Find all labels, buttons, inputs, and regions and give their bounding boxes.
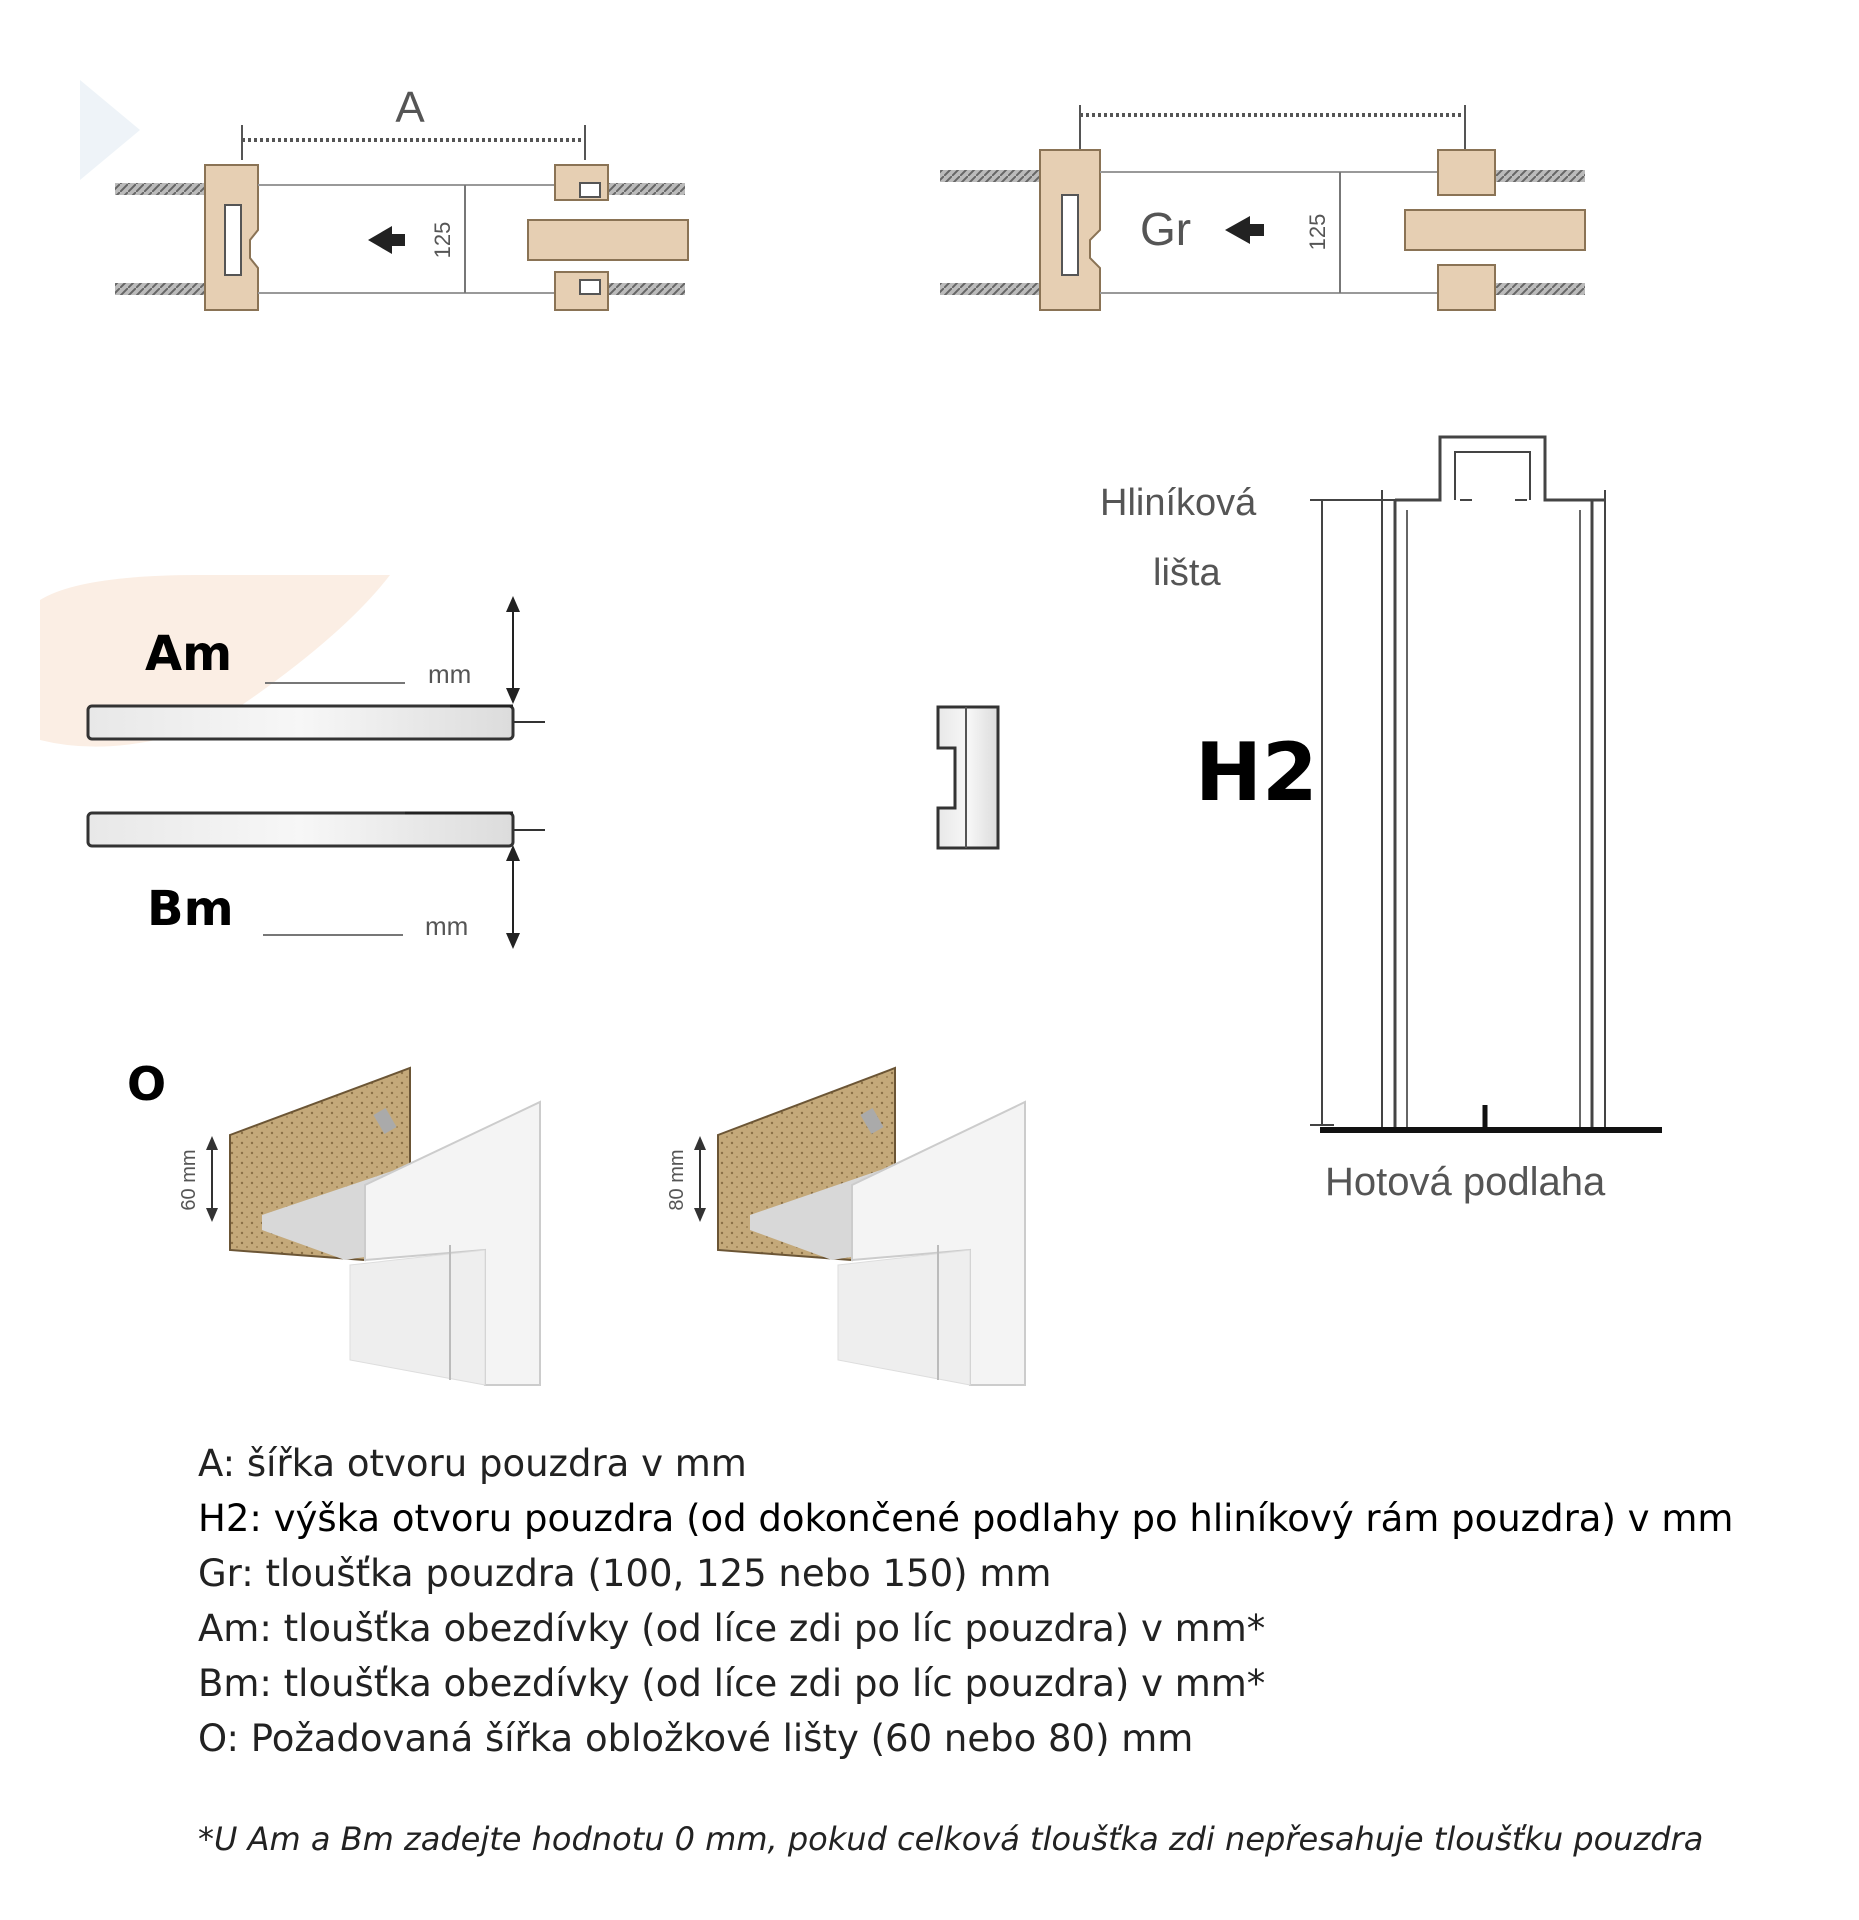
dim-125-right: 125: [1305, 213, 1330, 251]
trim-plate-am: [88, 706, 513, 739]
dim-125-left: 125: [430, 221, 455, 259]
label-o: O: [127, 1057, 167, 1111]
unit-mm-bottom: mm: [425, 911, 469, 941]
background-accent: [80, 80, 140, 180]
label-h2: H2: [1195, 726, 1318, 819]
plan-thickness-gr: [940, 105, 1585, 310]
legend-h2: H2: výška otvoru pouzdra (od dokončené podlahy po hliníkový rám pouzdra) v mm: [198, 1497, 1734, 1540]
door-leaf-a: [528, 220, 688, 260]
label-floor: Hotová podlaha: [1325, 1160, 1606, 1204]
legend-o: O: Požadovaná šířka obložkové lišty (60 nebo 80) mm: [198, 1717, 1194, 1760]
plan-width-a: [80, 80, 688, 310]
legend-gr: Gr: tloušťka pouzdra (100, 125 nebo 150) mm: [198, 1552, 1052, 1595]
wall-left-top: [115, 183, 210, 195]
legend-am: Am: tloušťka obezdívky (od líce zdi po líc pouzdra) v mm*: [198, 1607, 1266, 1650]
label-rail-line2: lišta: [1153, 552, 1221, 594]
casing-diagram: [127, 1057, 1025, 1385]
door-leaf-gr: [1405, 210, 1585, 250]
casing-80: [666, 1068, 1025, 1385]
label-am: Am: [145, 626, 233, 682]
casing-60: [178, 1068, 540, 1385]
label-bm: Bm: [147, 881, 234, 937]
profile-section: [938, 707, 998, 848]
aluminium-rail: [1395, 437, 1605, 500]
height-diagram: [1100, 437, 1662, 1204]
trim-diagram: [40, 575, 545, 949]
legend-bm: Bm: tloušťka obezdívky (od líce zdi po líc pouzdra) v mm*: [198, 1662, 1266, 1705]
dim-80mm: 80 mm: [666, 1149, 688, 1211]
arrow-left-icon-gr: [1225, 216, 1264, 244]
label-rail-line1: Hliníková: [1100, 482, 1257, 524]
legend: [198, 1436, 1838, 1766]
legend-a: A: šířka otvoru pouzdra v mm: [198, 1442, 747, 1485]
dim-60mm: 60 mm: [178, 1149, 200, 1211]
unit-mm-top: mm: [428, 659, 472, 689]
wall-left-bottom: [115, 283, 210, 295]
label-gr: Gr: [1140, 203, 1192, 255]
trim-plate-bm: [88, 813, 513, 846]
arrow-left-icon: [368, 226, 405, 254]
label-a: A: [395, 83, 425, 132]
footnote: *U Am a Bm zadejte hodnotu 0 mm, pokud celková tloušťka zdi nepřesahuje tloušťku pouzdra: [198, 1820, 1704, 1858]
